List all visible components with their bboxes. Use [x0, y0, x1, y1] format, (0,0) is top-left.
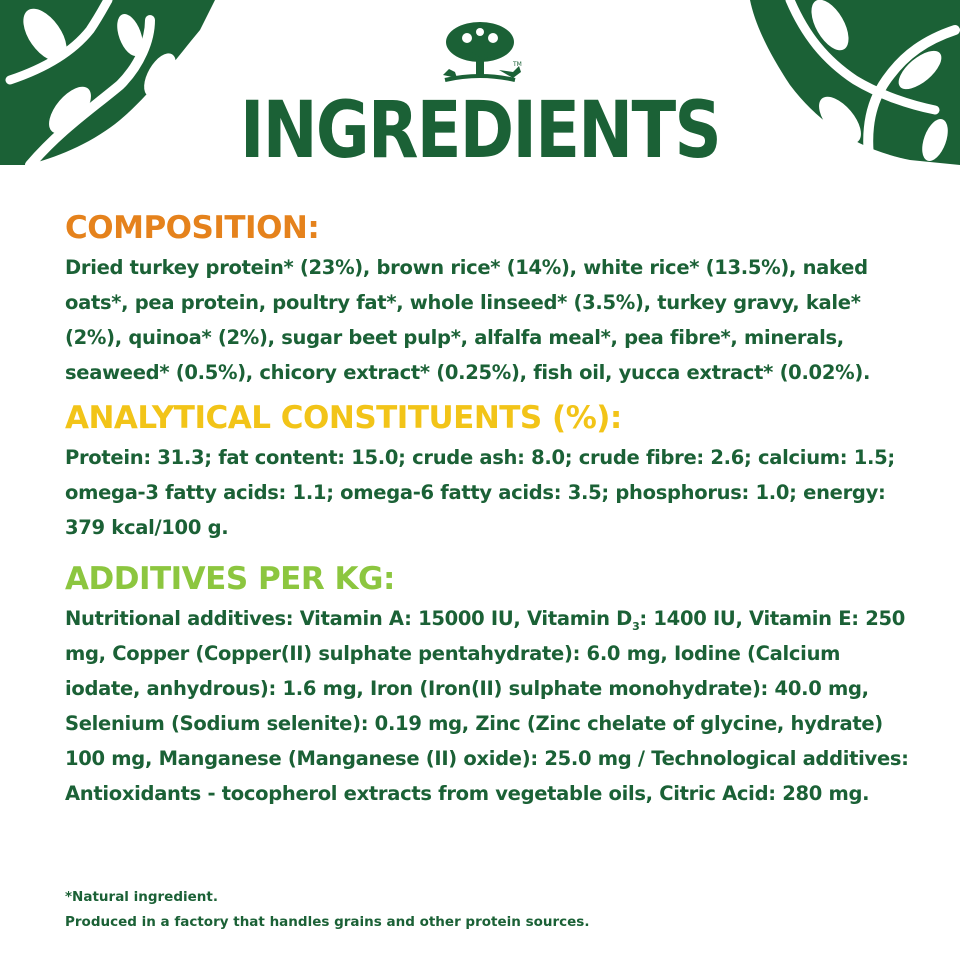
footnotes — [65, 885, 589, 935]
ingredients-content — [65, 208, 915, 811]
tree-with-cat-and-dog-logo-icon — [437, 20, 523, 90]
vitamin-d-subscript: 3 — [632, 619, 640, 633]
additives-text-part-1: Nutritional additives: Vitamin A: 15000 IU, Vitamin D — [65, 607, 633, 630]
natural-ingredient-note: *Natural ingredient. — [65, 889, 218, 905]
page-title: INGREDIENTS — [240, 86, 720, 176]
trademark-mark: TM — [513, 61, 522, 68]
additives-text — [65, 601, 915, 811]
additives-heading: ADDITIVES PER KG: — [65, 561, 395, 597]
analytical-constituents-text: Protein: 31.3; fat content: 15.0; crude ash: 8.0; crude fibre: 2.6; calcium: 1.5; omega-3 fatty acids: 1.1; omega-6 fatty acids: 3.5; phosphorus: 1.0; energy: 379 kcal/100 g. — [65, 446, 895, 539]
additives-text-part-2: : 1400 IU, Vitamin E: 250 mg, Copper (Copper(II) sulphate pentahydrate): 6.0 mg, Iodine (Calcium iodate, anhydrous): 1.6 mg, Iron (Iron(II) sulphate monohydrate): 40.0 mg, Selenium (Sodium selenite): 0.19 mg, Zinc (Zinc chelate of glycine, hydrate) 100 mg, Manganese (Manganese (II) oxide): 25.0 mg / Technological additives: Antioxidants - tocopherol extracts from vegetable oils, Citric Acid: 280 mg. — [65, 607, 909, 805]
composition-heading: COMPOSITION: — [65, 210, 320, 246]
composition-text: Dried turkey protein* (23%), brown rice* (14%), white rice* (13.5%), naked oats*, pea protein, poultry fat*, whole linseed* (3.5%), turkey gravy, kale* (2%), quinoa* (2%), sugar beet pulp*, alfalfa meal*, pea fibre*, minerals, seaweed* (0.5%), chicory extract* (0.25%), fish oil, yucca extract* (0.02%). — [65, 256, 871, 384]
analytical-constituents-heading: ANALYTICAL CONSTITUENTS (%): — [65, 400, 622, 436]
factory-note: Produced in a factory that handles grains and other protein sources. — [65, 914, 590, 930]
